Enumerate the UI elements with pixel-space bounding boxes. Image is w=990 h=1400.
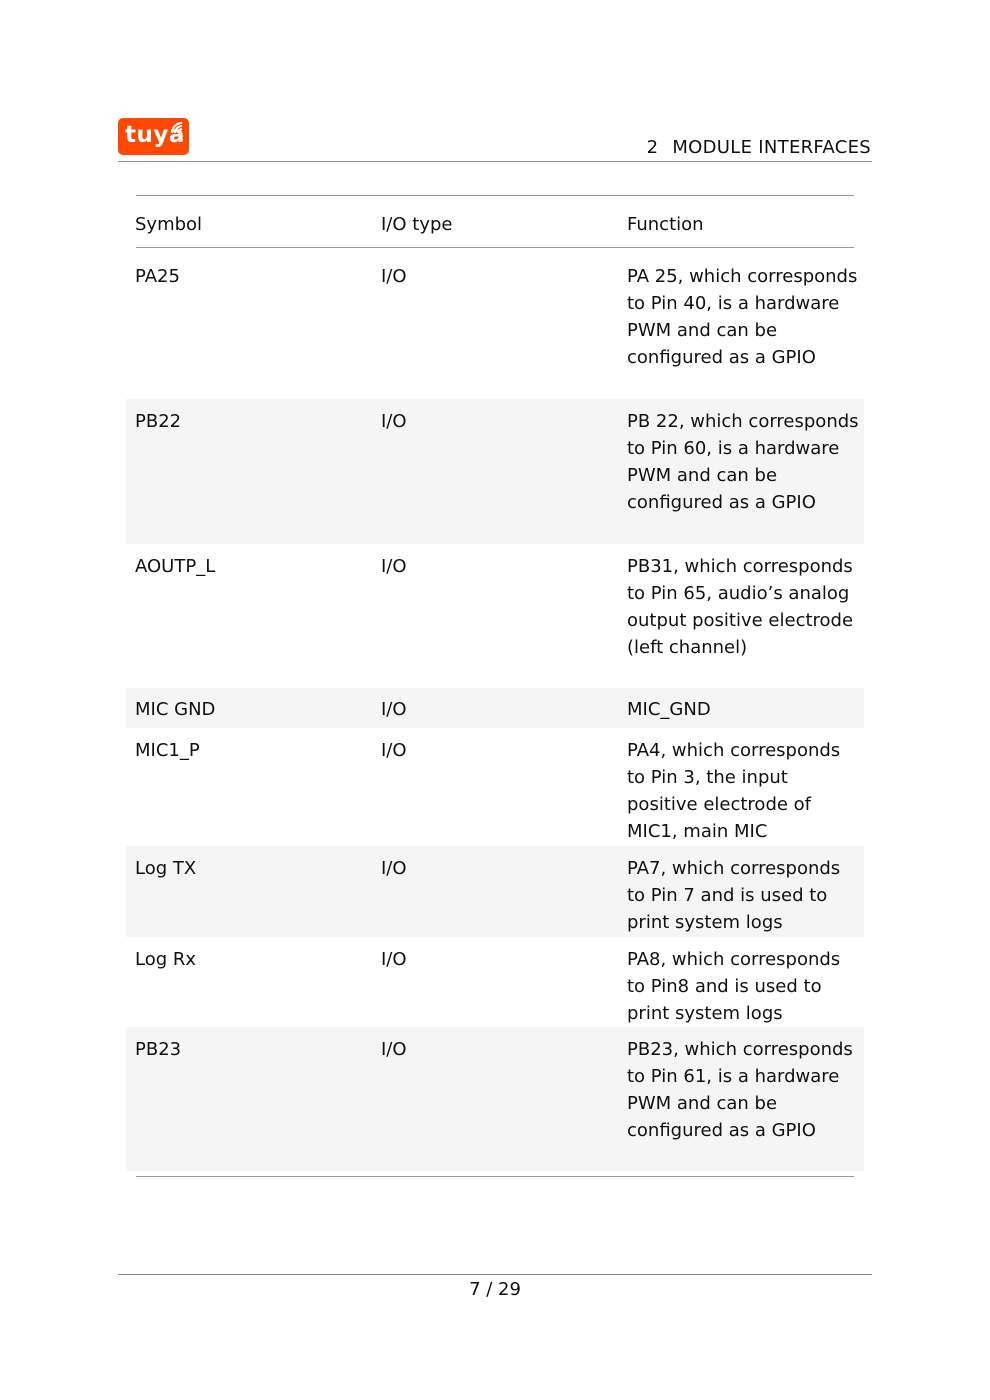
table-row [126, 937, 864, 1027]
function-cell: PA4, which corresponds to Pin 3, the input positive electrode of MIC1, main MIC [627, 740, 841, 842]
function-cell: PA7, which corresponds to Pin 7 and is used to print system logs [627, 858, 841, 933]
io-type-cell: I/O [381, 740, 407, 761]
column-header-io-type: I/O type [381, 214, 453, 235]
section-number: 2 [646, 137, 659, 158]
symbol-cell: PB23 [135, 1039, 182, 1060]
table-header-rule [136, 247, 854, 248]
function-cell: PA8, which corresponds to Pin8 and is used to print system logs [627, 949, 841, 1024]
symbol-cell: MIC1_P [135, 740, 200, 761]
table-bottom-rule [136, 1176, 854, 1177]
io-type-cell: I/O [381, 949, 407, 970]
function-cell: PB31, which corresponds to Pin 65, audio’s analog output positive electrode (left channel) [627, 556, 854, 658]
table-row [126, 846, 864, 937]
io-type-cell: I/O [381, 699, 407, 720]
table-row [126, 544, 864, 688]
io-type-cell: I/O [381, 1039, 407, 1060]
tuya-logo [118, 118, 189, 155]
symbol-cell: PA25 [135, 266, 180, 287]
io-type-cell: I/O [381, 266, 407, 287]
footer-divider [118, 1274, 872, 1275]
header-divider [118, 161, 872, 162]
io-type-cell: I/O [381, 858, 407, 879]
io-type-cell: I/O [381, 556, 407, 577]
function-cell: PA 25, which corresponds to Pin 40, is a hardware PWM and can be configured as a GPIO [627, 266, 858, 368]
table-header-row [126, 195, 864, 247]
column-header-symbol: Symbol [135, 214, 203, 235]
wifi-icon [170, 121, 184, 135]
symbol-cell: Log TX [135, 858, 197, 879]
function-cell: PB23, which corresponds to Pin 61, is a hardware PWM and can be configured as a GPIO [627, 1039, 853, 1141]
table-row [126, 728, 864, 846]
symbol-cell: MIC GND [135, 699, 216, 720]
function-cell: PB 22, which corresponds to Pin 60, is a hardware PWM and can be configured as a GPIO [627, 411, 859, 513]
symbol-cell: PB22 [135, 411, 182, 432]
section-title: MODULE INTERFACES [672, 137, 871, 158]
function-cell: MIC_GND [627, 699, 711, 720]
io-type-cell: I/O [381, 411, 407, 432]
table-row [126, 688, 864, 728]
section-header [647, 137, 871, 158]
symbol-cell: Log Rx [135, 949, 197, 970]
logo-text: tuya [125, 122, 185, 148]
column-header-function: Function [627, 214, 704, 235]
symbol-cell: AOUTP_L [135, 556, 216, 577]
table-row [126, 399, 864, 544]
table-row [126, 255, 864, 399]
page-indicator: 7 / 29 [469, 1279, 521, 1300]
table-row [126, 1027, 864, 1171]
